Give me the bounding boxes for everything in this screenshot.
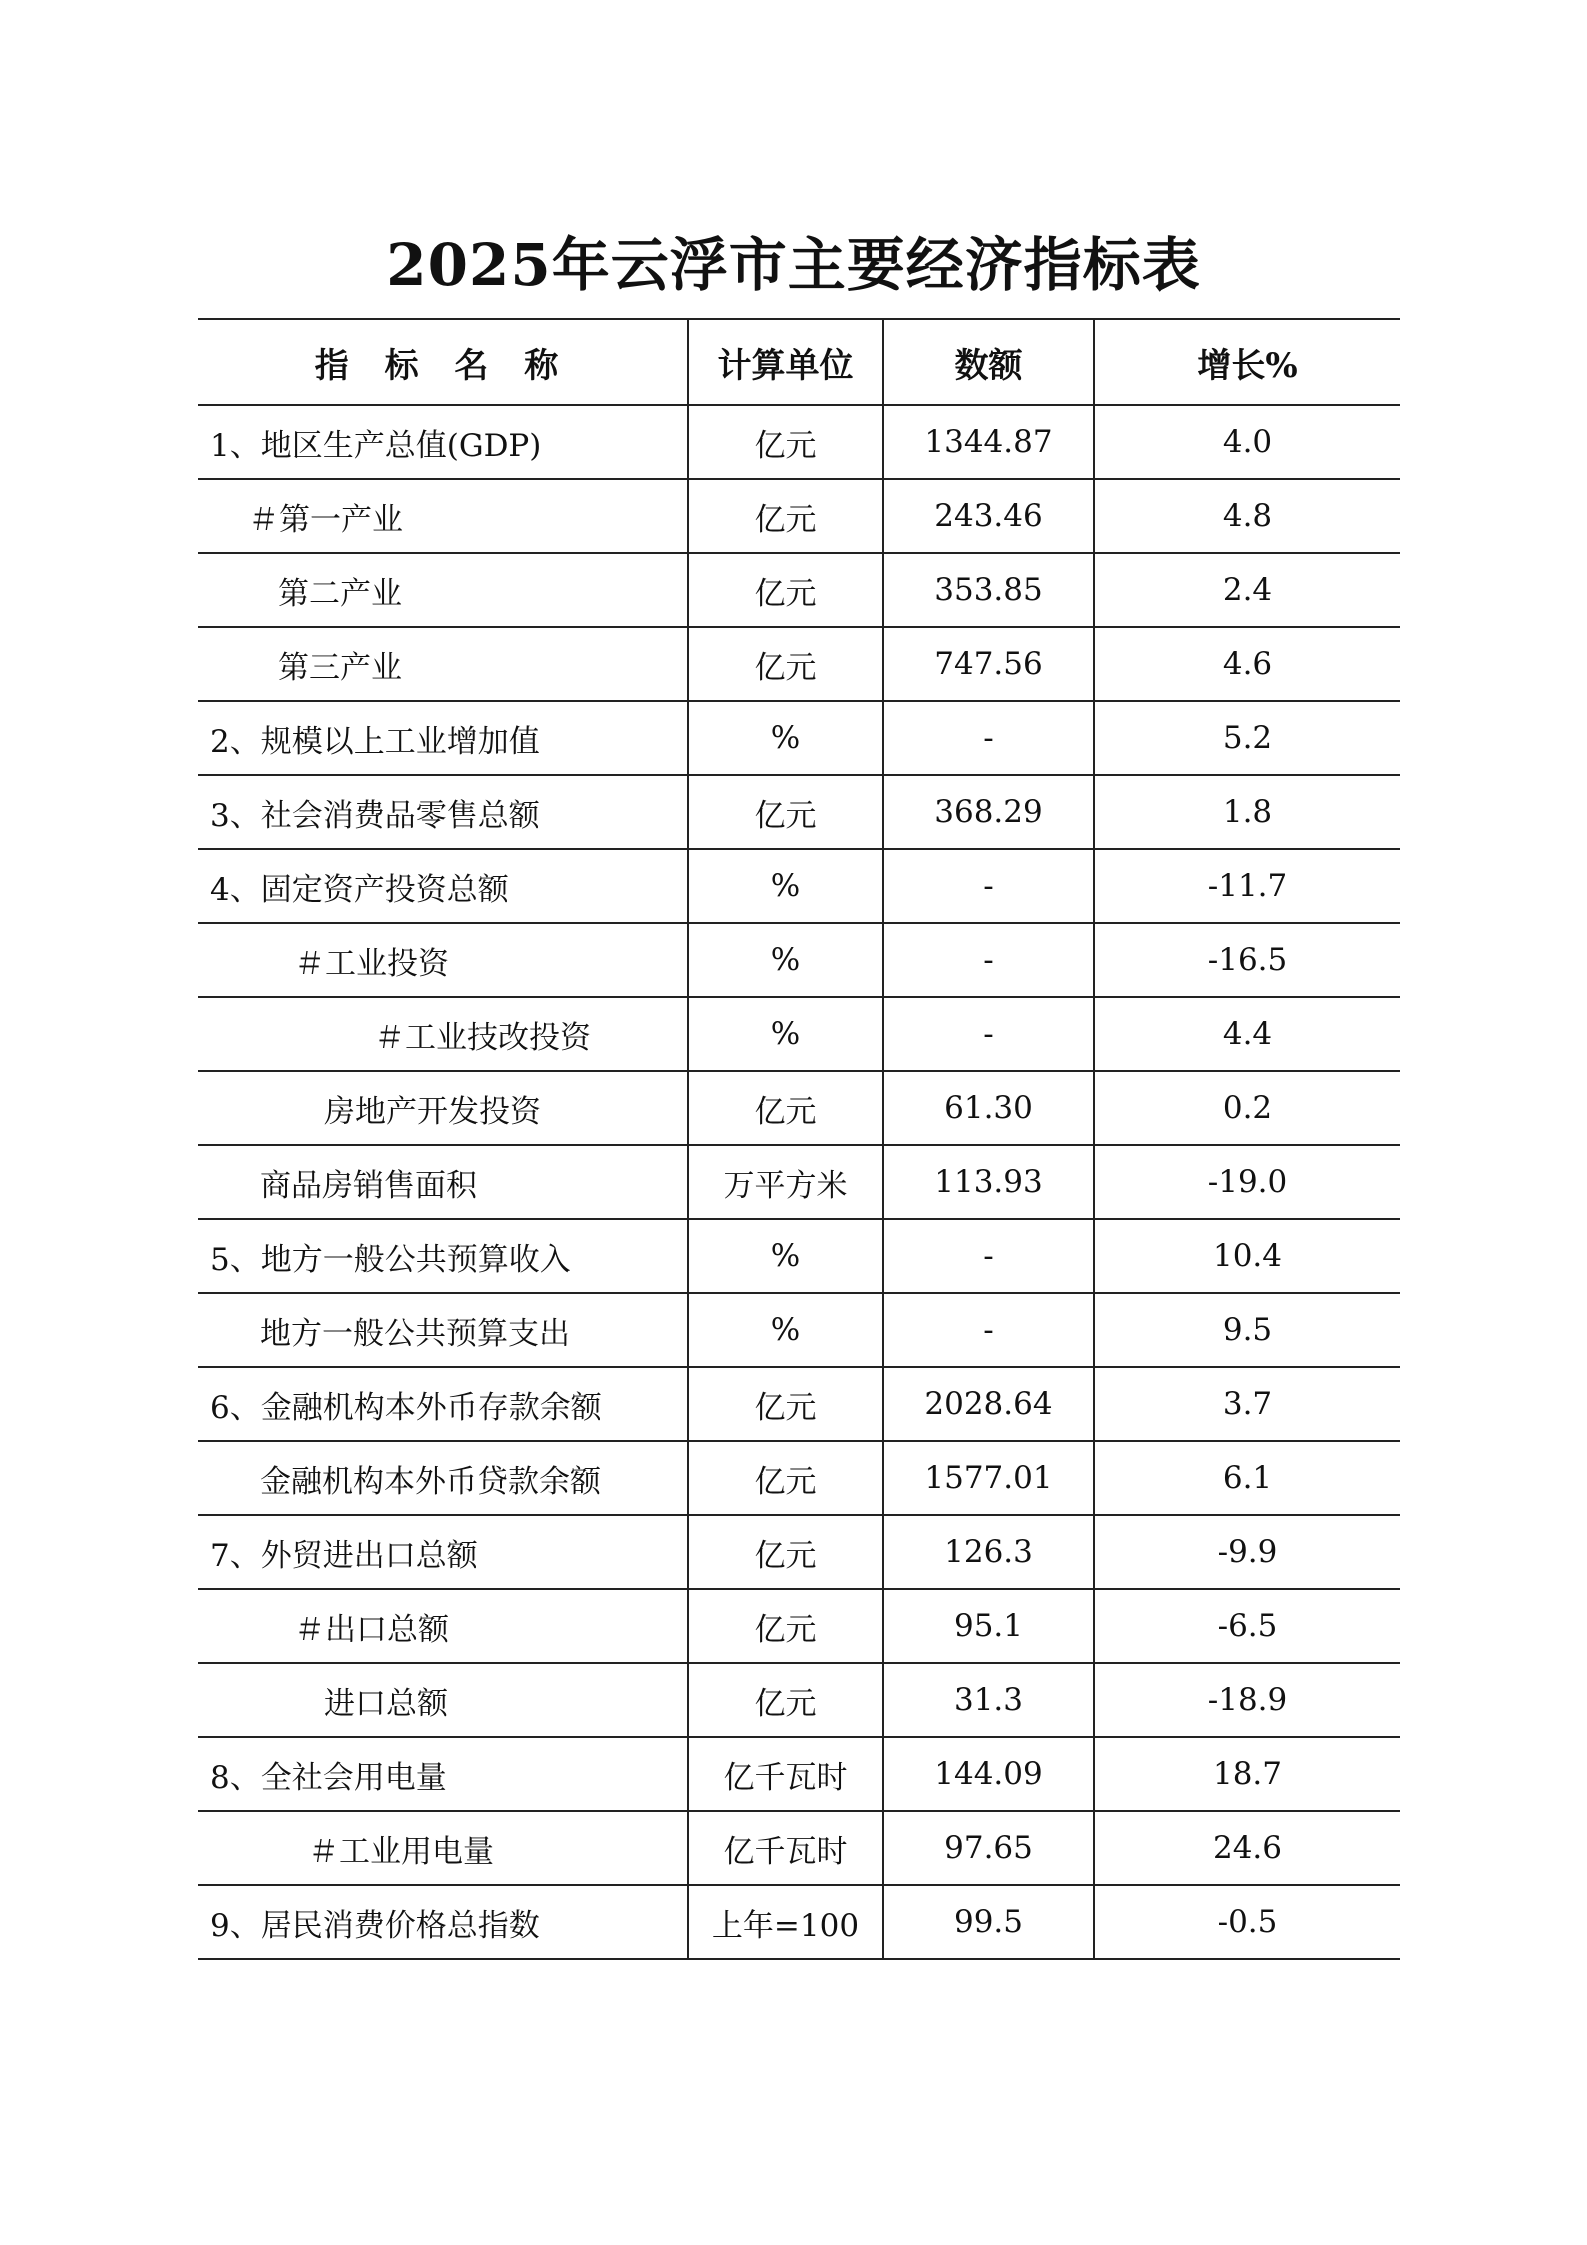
indicator-name-cell: ＃出口总额 xyxy=(198,1589,688,1663)
value-cell: 31.3 xyxy=(883,1663,1094,1737)
growth-cell: 6.1 xyxy=(1094,1441,1400,1515)
indicator-name-cell: ＃工业投资 xyxy=(198,923,688,997)
value-cell: 2028.64 xyxy=(883,1367,1094,1441)
value-cell: - xyxy=(883,701,1094,775)
growth-cell: 4.6 xyxy=(1094,627,1400,701)
value-cell: - xyxy=(883,1293,1094,1367)
growth-cell: 0.2 xyxy=(1094,1071,1400,1145)
indicator-name-cell: 第三产业 xyxy=(198,627,688,701)
table-row xyxy=(198,1219,1400,1293)
unit-cell: 亿元 xyxy=(688,627,883,701)
table-row xyxy=(198,701,1400,775)
table-row xyxy=(198,849,1400,923)
table-row xyxy=(198,479,1400,553)
unit-cell: 亿元 xyxy=(688,1663,883,1737)
table-row xyxy=(198,1367,1400,1441)
table-row xyxy=(198,1441,1400,1515)
value-cell: - xyxy=(883,849,1094,923)
table-header-row xyxy=(198,319,1400,405)
value-cell: 747.56 xyxy=(883,627,1094,701)
growth-cell: -16.5 xyxy=(1094,923,1400,997)
value-cell: 243.46 xyxy=(883,479,1094,553)
value-cell: 113.93 xyxy=(883,1145,1094,1219)
indicator-name-cell: 金融机构本外币贷款余额 xyxy=(198,1441,688,1515)
indicator-name-cell: ＃第一产业 xyxy=(198,479,688,553)
growth-cell: 4.8 xyxy=(1094,479,1400,553)
table-row xyxy=(198,1071,1400,1145)
indicator-name-cell: 6、金融机构本外币存款余额 xyxy=(198,1367,688,1441)
unit-cell: 亿元 xyxy=(688,405,883,479)
table-row xyxy=(198,1885,1400,1959)
indicator-name-cell: 8、全社会用电量 xyxy=(198,1737,688,1811)
indicator-name-cell: 1、地区生产总值(GDP) xyxy=(198,405,688,479)
growth-cell: 4.4 xyxy=(1094,997,1400,1071)
table-row xyxy=(198,553,1400,627)
value-cell: 353.85 xyxy=(883,553,1094,627)
unit-cell: % xyxy=(688,997,883,1071)
growth-cell: -0.5 xyxy=(1094,1885,1400,1959)
unit-cell: % xyxy=(688,1293,883,1367)
growth-cell: -9.9 xyxy=(1094,1515,1400,1589)
unit-cell: % xyxy=(688,1219,883,1293)
unit-cell: 亿元 xyxy=(688,1071,883,1145)
indicator-name-cell: ＃工业技改投资 xyxy=(198,997,688,1071)
table-row xyxy=(198,1145,1400,1219)
indicator-name-cell: 地方一般公共预算支出 xyxy=(198,1293,688,1367)
value-cell: 368.29 xyxy=(883,775,1094,849)
growth-cell: -19.0 xyxy=(1094,1145,1400,1219)
value-cell: 99.5 xyxy=(883,1885,1094,1959)
indicator-name-cell: 3、社会消费品零售总额 xyxy=(198,775,688,849)
value-cell: - xyxy=(883,923,1094,997)
growth-cell: -6.5 xyxy=(1094,1589,1400,1663)
growth-cell: 9.5 xyxy=(1094,1293,1400,1367)
table-row xyxy=(198,1663,1400,1737)
header-unit: 计算单位 xyxy=(688,319,883,405)
table-row xyxy=(198,627,1400,701)
indicator-table xyxy=(198,318,1400,1960)
growth-cell: 2.4 xyxy=(1094,553,1400,627)
value-cell: - xyxy=(883,1219,1094,1293)
indicator-name-cell: 进口总额 xyxy=(198,1663,688,1737)
growth-cell: 24.6 xyxy=(1094,1811,1400,1885)
value-cell: 1577.01 xyxy=(883,1441,1094,1515)
table-row xyxy=(198,997,1400,1071)
indicator-name-cell: 第二产业 xyxy=(198,553,688,627)
unit-cell: % xyxy=(688,849,883,923)
table-row xyxy=(198,775,1400,849)
unit-cell: 亿千瓦时 xyxy=(688,1737,883,1811)
value-cell: 126.3 xyxy=(883,1515,1094,1589)
indicator-name-cell: 商品房销售面积 xyxy=(198,1145,688,1219)
value-cell: 144.09 xyxy=(883,1737,1094,1811)
growth-cell: -11.7 xyxy=(1094,849,1400,923)
unit-cell: % xyxy=(688,701,883,775)
header-value: 数额 xyxy=(883,319,1094,405)
growth-cell: 3.7 xyxy=(1094,1367,1400,1441)
growth-cell: 1.8 xyxy=(1094,775,1400,849)
table-row xyxy=(198,1737,1400,1811)
indicator-name-cell: ＃工业用电量 xyxy=(198,1811,688,1885)
growth-cell: 5.2 xyxy=(1094,701,1400,775)
value-cell: 1344.87 xyxy=(883,405,1094,479)
unit-cell: 亿元 xyxy=(688,1515,883,1589)
unit-cell: 上年=100 xyxy=(688,1885,883,1959)
page-title: 2025年云浮市主要经济指标表 xyxy=(386,231,1201,299)
table-row xyxy=(198,1515,1400,1589)
value-cell: 97.65 xyxy=(883,1811,1094,1885)
unit-cell: 万平方米 xyxy=(688,1145,883,1219)
unit-cell: 亿元 xyxy=(688,1441,883,1515)
table-row xyxy=(198,1811,1400,1885)
indicator-name-cell: 4、固定资产投资总额 xyxy=(198,849,688,923)
indicator-name-cell: 5、地方一般公共预算收入 xyxy=(198,1219,688,1293)
unit-cell: 亿元 xyxy=(688,553,883,627)
growth-cell: 4.0 xyxy=(1094,405,1400,479)
table-row xyxy=(198,405,1400,479)
unit-cell: 亿元 xyxy=(688,479,883,553)
table-row xyxy=(198,923,1400,997)
indicator-name-cell: 房地产开发投资 xyxy=(198,1071,688,1145)
unit-cell: 亿元 xyxy=(688,775,883,849)
indicator-name-cell: 9、居民消费价格总指数 xyxy=(198,1885,688,1959)
indicator-name-cell: 2、规模以上工业增加值 xyxy=(198,701,688,775)
value-cell: 61.30 xyxy=(883,1071,1094,1145)
unit-cell: 亿元 xyxy=(688,1589,883,1663)
header-indicator-name: 指 标 名 称 xyxy=(198,319,688,405)
unit-cell: 亿千瓦时 xyxy=(688,1811,883,1885)
value-cell: - xyxy=(883,997,1094,1071)
indicator-name-cell: 7、外贸进出口总额 xyxy=(198,1515,688,1589)
growth-cell: 18.7 xyxy=(1094,1737,1400,1811)
unit-cell: 亿元 xyxy=(688,1367,883,1441)
unit-cell: % xyxy=(688,923,883,997)
table-row xyxy=(198,1293,1400,1367)
header-growth: 增长% xyxy=(1094,319,1400,405)
table-row xyxy=(198,1589,1400,1663)
growth-cell: -18.9 xyxy=(1094,1663,1400,1737)
growth-cell: 10.4 xyxy=(1094,1219,1400,1293)
value-cell: 95.1 xyxy=(883,1589,1094,1663)
